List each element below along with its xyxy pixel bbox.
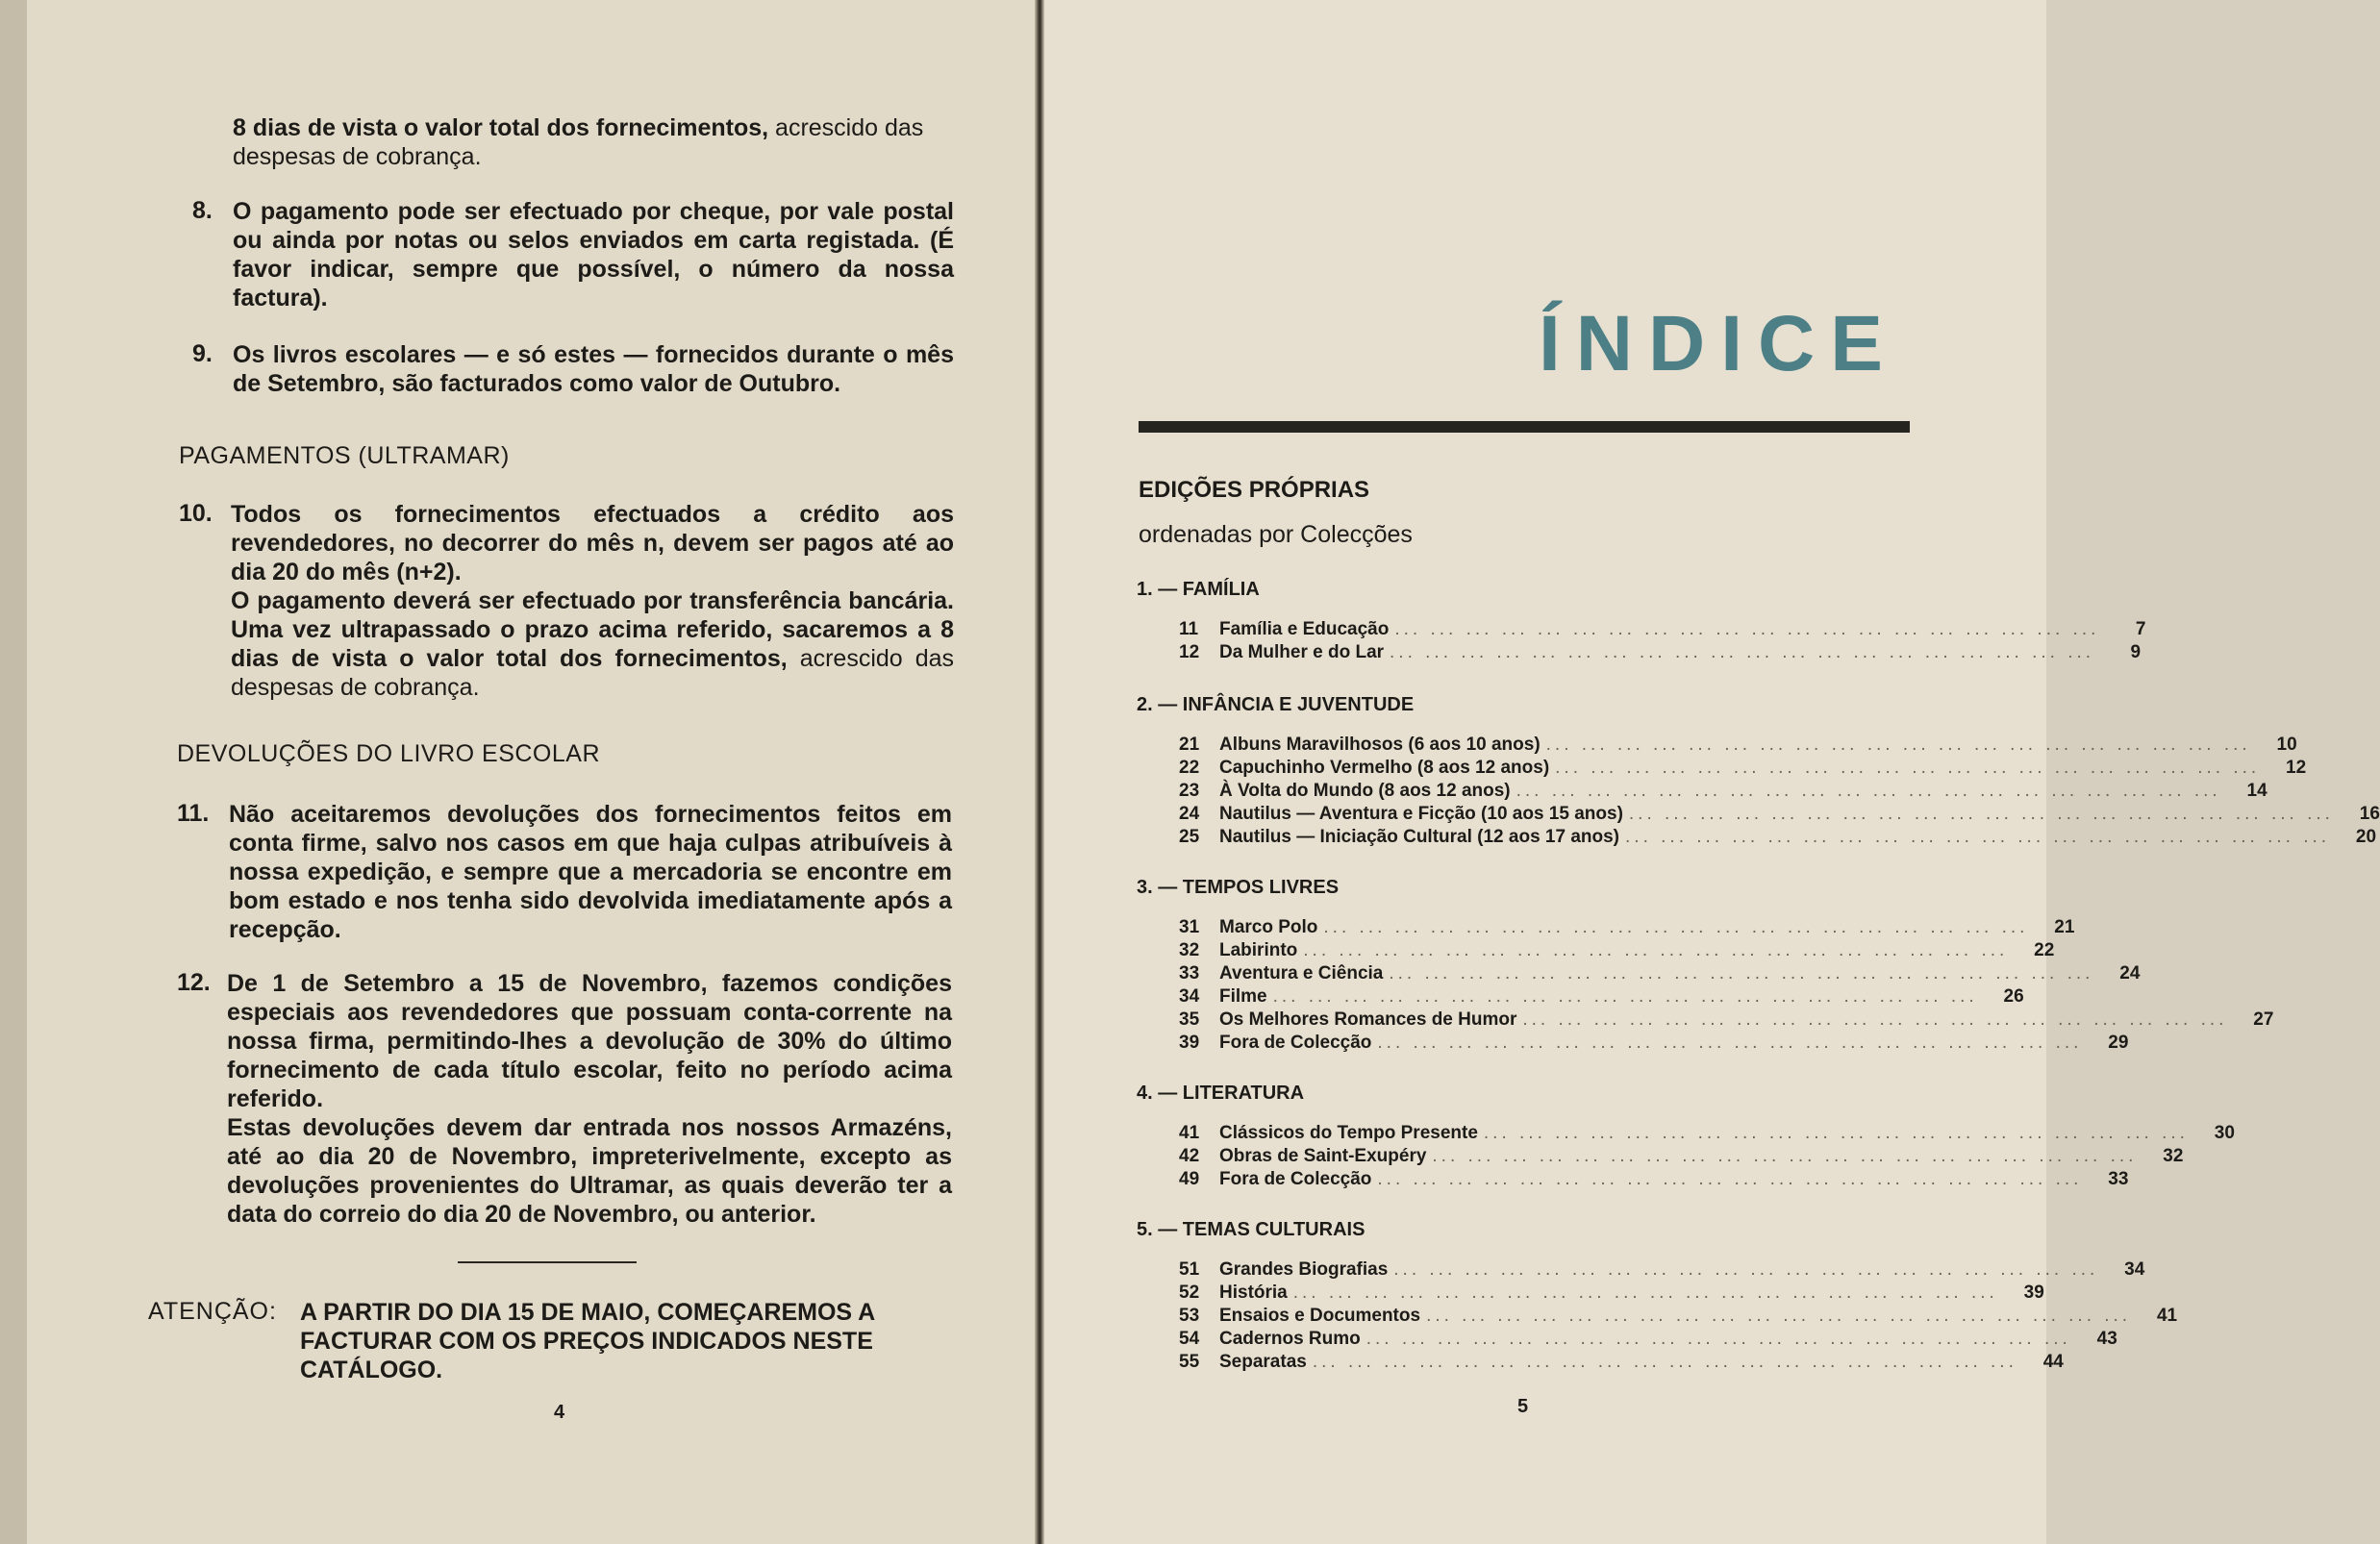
entry-title: Fora de Colecção xyxy=(1219,1033,1372,1053)
divider xyxy=(458,1261,637,1263)
paragraph-text-light: acrescido das xyxy=(775,114,924,141)
entry-code: 12 xyxy=(1179,642,1200,662)
section-heading: PAGAMENTOS (ULTRAMAR) xyxy=(179,442,510,469)
leader-dots: ... ... ... ... ... ... ... ... ... ... ... ... ... ... ... ... ... ... ... ... xyxy=(1393,1259,2099,1280)
paragraph-8: O pagamento pode ser efectuado por cheque, por vale postal ou ainda por notas ou selos enviados em carta registada. (É favor indicar, sempre que possível, o número da nossa factura). xyxy=(233,198,954,311)
index-entry xyxy=(1179,986,2024,1009)
entry-title: Capuchinho Vermelho (8 aos 12 anos) xyxy=(1219,758,1550,778)
leader-dots: ... ... ... ... ... ... ... ... ... ... ... ... ... ... ... ... ... ... ... ... xyxy=(1377,1033,2083,1053)
entry-page: 26 xyxy=(2003,986,2024,1007)
entry-page: 10 xyxy=(2276,735,2297,755)
index-entry xyxy=(1179,1146,2184,1169)
paragraph-text: De 1 de Setembro a 15 de Novembro, fazemos condições especiais aos revendedores que possuam conta-corrente na nossa firma, permitindo-lhes a devolução de 30% do último fornecimento de cada título escolar, feito no período acima referido. xyxy=(227,970,952,1112)
index-entry xyxy=(1179,917,2075,940)
entry-page: 27 xyxy=(2253,1009,2274,1030)
entry-title: Albuns Maravilhosos (6 aos 10 anos) xyxy=(1219,735,1541,755)
entry-page: 34 xyxy=(2124,1259,2145,1280)
entry-page: 7 xyxy=(2135,619,2146,639)
leader-dots: ... ... ... ... ... ... ... ... ... ... ... ... ... ... ... ... ... ... ... ... xyxy=(1303,940,2009,960)
leader-dots: ... ... ... ... ... ... ... ... ... ... ... ... ... ... ... ... ... ... ... ... xyxy=(1522,1009,2228,1030)
index-entry xyxy=(1179,1329,2117,1352)
entry-title: Família e Educação xyxy=(1219,619,1390,639)
entry-title: Nautilus — Iniciação Cultural (12 aos 17 anos) xyxy=(1219,827,1620,847)
index-entry xyxy=(1179,781,2267,804)
index-entry xyxy=(1179,1352,2064,1375)
index-entry xyxy=(1179,758,2307,781)
entry-page: 39 xyxy=(2023,1283,2044,1303)
entry-code: 54 xyxy=(1179,1329,1200,1349)
entry-page: 41 xyxy=(2156,1306,2178,1326)
paragraph-text-light: despesas de cobrança. xyxy=(233,143,482,170)
leader-dots: ... ... ... ... ... ... ... ... ... ... ... ... ... ... ... ... ... ... ... ... xyxy=(1394,619,2100,639)
leader-dots: ... ... ... ... ... ... ... ... ... ... ... ... ... ... ... ... ... ... ... ... xyxy=(1426,1306,2132,1326)
entry-page: 24 xyxy=(2119,963,2141,984)
entry-code: 51 xyxy=(1179,1259,1200,1280)
entry-title: Nautilus — Aventura e Ficção (10 aos 15 anos) xyxy=(1219,804,1623,824)
section-heading: DEVOLUÇÕES DO LIVRO ESCOLAR xyxy=(177,740,601,767)
item-number: 11. xyxy=(177,800,210,827)
editions-title: EDIÇÕES PRÓPRIAS xyxy=(1139,477,1370,503)
leader-dots: ... ... ... ... ... ... ... ... ... ... ... ... ... ... ... ... ... ... ... ... xyxy=(1365,1329,2071,1349)
entry-page: 9 xyxy=(2130,642,2142,662)
entry-code: 23 xyxy=(1179,781,1200,801)
leader-dots: ... ... ... ... ... ... ... ... ... ... ... ... ... ... ... ... ... ... ... ... xyxy=(1628,804,2334,824)
leader-dots: ... ... ... ... ... ... ... ... ... ... ... ... ... ... ... ... ... ... ... ... xyxy=(1312,1352,2017,1372)
entry-title: Cadernos Rumo xyxy=(1219,1329,1361,1349)
index-entry xyxy=(1179,804,2380,827)
paragraph-text: 8 dias de vista o valor total dos fornecimentos, xyxy=(233,114,769,141)
entry-code: 49 xyxy=(1179,1169,1200,1189)
entry-code: 42 xyxy=(1179,1146,1200,1166)
item-number: 8. xyxy=(192,197,213,224)
entry-title: Marco Polo xyxy=(1219,917,1318,937)
section-title: 4. — LITERATURA xyxy=(1137,1083,1305,1104)
leader-dots: ... ... ... ... ... ... ... ... ... ... ... ... ... ... ... ... ... ... ... ... xyxy=(1272,986,1978,1007)
entry-code: 39 xyxy=(1179,1033,1200,1053)
leader-dots: ... ... ... ... ... ... ... ... ... ... ... ... ... ... ... ... ... ... ... ... xyxy=(1625,827,2331,847)
title-rule xyxy=(1139,421,1910,433)
page-number-left: 4 xyxy=(554,1402,565,1423)
page-edge xyxy=(0,0,27,1544)
paragraph-10 xyxy=(231,500,954,702)
entry-code: 24 xyxy=(1179,804,1200,824)
entry-code: 25 xyxy=(1179,827,1200,847)
index-entry xyxy=(1179,940,2055,963)
index-entry xyxy=(1179,735,2297,758)
leader-dots: ... ... ... ... ... ... ... ... ... ... ... ... ... ... ... ... ... ... ... ... xyxy=(1483,1123,2189,1143)
paragraph-12 xyxy=(227,969,952,1229)
index-title: ÍNDICE xyxy=(1539,300,1898,387)
entry-title: Ensaios e Documentos xyxy=(1219,1306,1421,1326)
entry-title: Separatas xyxy=(1219,1352,1307,1372)
paragraph-text: O pagamento deverá ser efectuado por transferência bancária. Uma vez ultrapassado o prazo acima referido, sacaremos a 8 dias de vista o valor total dos fornecimentos, xyxy=(231,587,954,672)
entry-page: 20 xyxy=(2355,827,2377,847)
index-entry xyxy=(1179,1033,2129,1056)
entry-page: 14 xyxy=(2246,781,2267,801)
item-number: 10. xyxy=(179,500,213,527)
entry-code: 41 xyxy=(1179,1123,1200,1143)
index-entry xyxy=(1179,1306,2178,1329)
entry-title: História xyxy=(1219,1283,1288,1303)
paragraph-7-continued xyxy=(233,113,954,171)
entry-code: 31 xyxy=(1179,917,1200,937)
index-entry xyxy=(1179,1123,2235,1146)
entry-page: 43 xyxy=(2096,1329,2117,1349)
paragraph-text: Todos os fornecimentos efectuados a crédito aos revendedores, no decorrer do mês n, devem ser pagos até ao dia 20 do mês (n+2). xyxy=(231,501,954,585)
index-entry xyxy=(1179,619,2146,642)
entry-code: 32 xyxy=(1179,940,1200,960)
entry-page: 32 xyxy=(2163,1146,2184,1166)
entry-title: Labirinto xyxy=(1219,940,1298,960)
section-title: 5. — TEMAS CULTURAIS xyxy=(1137,1219,1365,1240)
entry-page: 44 xyxy=(2042,1352,2064,1372)
entry-code: 33 xyxy=(1179,963,1200,984)
index-entry xyxy=(1179,1009,2274,1033)
index-entry xyxy=(1179,1283,2044,1306)
item-number: 12. xyxy=(177,969,211,996)
entry-code: 52 xyxy=(1179,1283,1200,1303)
index-entry xyxy=(1179,963,2141,986)
index-entry xyxy=(1179,1169,2129,1192)
attention-label: ATENÇÃO: xyxy=(148,1298,277,1325)
paragraph-9: Os livros escolares — e só estes — fornecidos durante o mês de Setembro, são facturados como valor de Outubro. xyxy=(233,341,954,397)
entry-code: 34 xyxy=(1179,986,1200,1007)
index-entry xyxy=(1179,1259,2145,1283)
leader-dots: ... ... ... ... ... ... ... ... ... ... ... ... ... ... ... ... ... ... ... ... xyxy=(1516,781,2221,801)
entry-page: 30 xyxy=(2214,1123,2235,1143)
entry-page: 22 xyxy=(2034,940,2055,960)
index-entry xyxy=(1179,642,2142,665)
index-entry xyxy=(1179,827,2377,850)
entry-title: Os Melhores Romances de Humor xyxy=(1219,1009,1517,1030)
attention-text: A PARTIR DO DIA 15 DE MAIO, COMEÇAREMOS A FACTURAR COM OS PREÇOS INDICADOS NESTE CATÁLOGO. xyxy=(300,1299,875,1383)
section-title: 1. — FAMÍLIA xyxy=(1137,579,1260,600)
entry-title: Obras de Saint-Exupéry xyxy=(1219,1146,1427,1166)
entry-code: 22 xyxy=(1179,758,1200,778)
item-number: 9. xyxy=(192,340,213,367)
page-number-right: 5 xyxy=(1517,1396,1529,1417)
leader-dots: ... ... ... ... ... ... ... ... ... ... ... ... ... ... ... ... ... ... ... ... xyxy=(1292,1283,1998,1303)
entry-title: Aventura e Ciência xyxy=(1219,963,1384,984)
leader-dots: ... ... ... ... ... ... ... ... ... ... ... ... ... ... ... ... ... ... ... ... xyxy=(1389,963,2094,984)
paragraph-text-light: acrescido das despesas de cobrança. xyxy=(231,645,954,701)
book-gutter xyxy=(1035,0,1044,1544)
entry-code: 21 xyxy=(1179,735,1200,755)
leader-dots: ... ... ... ... ... ... ... ... ... ... ... ... ... ... ... ... ... ... ... ... xyxy=(1390,642,2095,662)
entry-page: 29 xyxy=(2108,1033,2129,1053)
entry-title: Fora de Colecção xyxy=(1219,1169,1372,1189)
entry-code: 35 xyxy=(1179,1009,1200,1030)
entry-page: 16 xyxy=(2359,804,2380,824)
entry-page: 33 xyxy=(2108,1169,2129,1189)
entry-title: Grandes Biografias xyxy=(1219,1259,1389,1280)
entry-code: 11 xyxy=(1179,619,1199,639)
entry-code: 53 xyxy=(1179,1306,1200,1326)
entry-title: Da Mulher e do Lar xyxy=(1219,642,1385,662)
paragraph-11: Não aceitaremos devoluções dos fornecimentos feitos em conta firme, salvo nos casos em que haja culpas atribuíveis à nossa expedição, e sempre que a mercadoria se encontre em bom estado e nos tenha sido devolvida imediatamente após a recepção. xyxy=(229,801,952,943)
entry-page: 12 xyxy=(2286,758,2307,778)
leader-dots: ... ... ... ... ... ... ... ... ... ... ... ... ... ... ... ... ... ... ... ... xyxy=(1377,1169,2083,1189)
section-title: 3. — TEMPOS LIVRES xyxy=(1137,877,1340,898)
leader-dots: ... ... ... ... ... ... ... ... ... ... ... ... ... ... ... ... ... ... ... ... xyxy=(1323,917,2029,937)
editions-subtitle: ordenadas por Colecções xyxy=(1139,521,1413,548)
leader-dots: ... ... ... ... ... ... ... ... ... ... ... ... ... ... ... ... ... ... ... ... xyxy=(1555,758,2261,778)
leader-dots: ... ... ... ... ... ... ... ... ... ... ... ... ... ... ... ... ... ... ... ... xyxy=(1545,735,2251,755)
entry-title: Filme xyxy=(1219,986,1267,1007)
entry-title: À Volta do Mundo (8 aos 12 anos) xyxy=(1219,781,1511,801)
entry-page: 21 xyxy=(2054,917,2075,937)
paragraph-text: Estas devoluções devem dar entrada nos nossos Armazéns, até ao dia 20 de Novembro, impreterivelmente, excepto as devoluções provenientes do Ultramar, as quais deverão ter a data do correio do dia 20 de Novembro, ou anterior. xyxy=(227,1114,952,1228)
section-title: 2. — INFÂNCIA E JUVENTUDE xyxy=(1137,694,1415,715)
leader-dots: ... ... ... ... ... ... ... ... ... ... ... ... ... ... ... ... ... ... ... ... xyxy=(1432,1146,2138,1166)
entry-code: 55 xyxy=(1179,1352,1200,1372)
entry-title: Clássicos do Tempo Presente xyxy=(1219,1123,1478,1143)
